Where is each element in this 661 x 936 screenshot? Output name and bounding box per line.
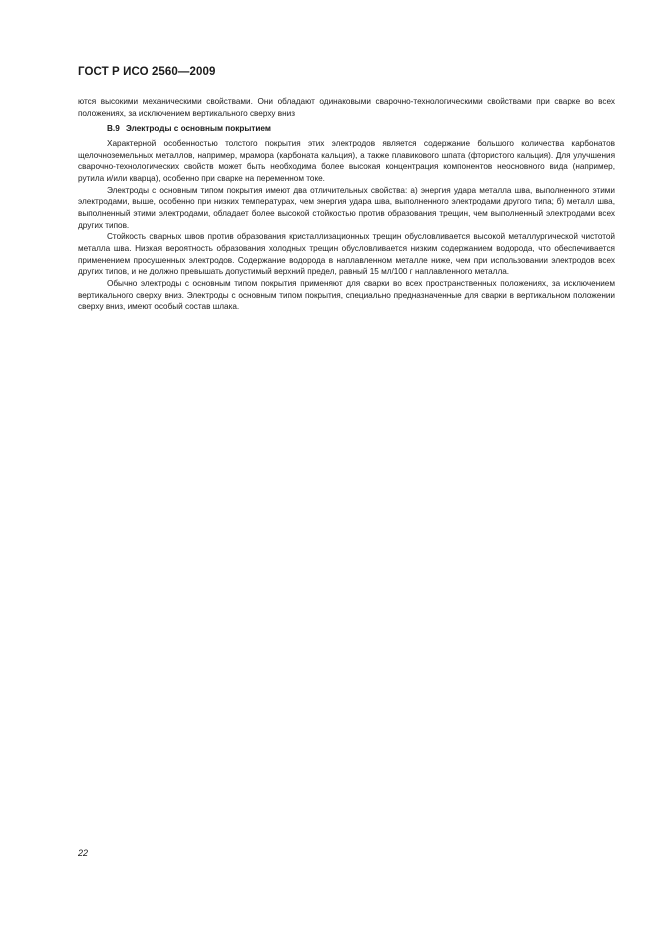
section-number: В.9 [107, 124, 120, 134]
body-paragraph-3: Стойкость сварных швов против образования кристаллизационных трещин обусловливается высокой металлургической чистотой металла шва. Низкая вероятность образования холодных трещин обусловливается низким содержанием водорода, что обеспечивается применением просушенных электродов. Содержание водорода в наплавленном металле ниже, чем при использовании электродов всех других типов, и не должно превышать допустимый верхний предел, равный 15 мл/100 г наплавленного металла. [78, 232, 615, 277]
document-body [78, 96, 615, 313]
body-paragraph-1: Характерной особенностью толстого покрытия этих электродов является содержание большого количества карбонатов щелочноземельных металлов, например, мрамора (карбоната кальция), а также плавикового шпата (фтористого кальция). Для улучшения сварочно-технологических свойств может быть необходима более высокая концентрация компонентов неосновного вида (например, рутила и/или кварца), особенно при сварке на переменном токе. [78, 138, 615, 183]
section-heading [78, 123, 615, 135]
body-paragraph-2: Электроды с основным типом покрытия имеют два отличительных свойства: а) энергия удара металла шва, выполненного этими электродами, выше, особенно при низких температурах, чем энергия удара шва, выполненного электродами другого типа; б) металл шва, выполненный этими электродами, обладает более высокой стойкостью против образования трещин, чем выполненный электродами всех других типов. [78, 185, 615, 230]
page-number: 22 [78, 848, 89, 858]
document-header-title: ГОСТ Р ИСО 2560—2009 [78, 66, 216, 78]
intro-paragraph: ются высокими механическими свойствами. Они обладают одинаковыми сварочно-технологическими свойствами при сварке во всех положениях, за исключением вертикального сверху вниз [78, 97, 615, 118]
section-title: Электроды с основным покрытием [126, 124, 271, 134]
body-paragraph-4: Обычно электроды с основным типом покрытия применяют для сварки во всех пространственных положениях, за исключением вертикального сверху вниз. Электроды с основным типом покрытия, специально предназначенные для сварки в вертикальном положении сверху вниз, имеют особый состав шлака. [78, 278, 615, 312]
